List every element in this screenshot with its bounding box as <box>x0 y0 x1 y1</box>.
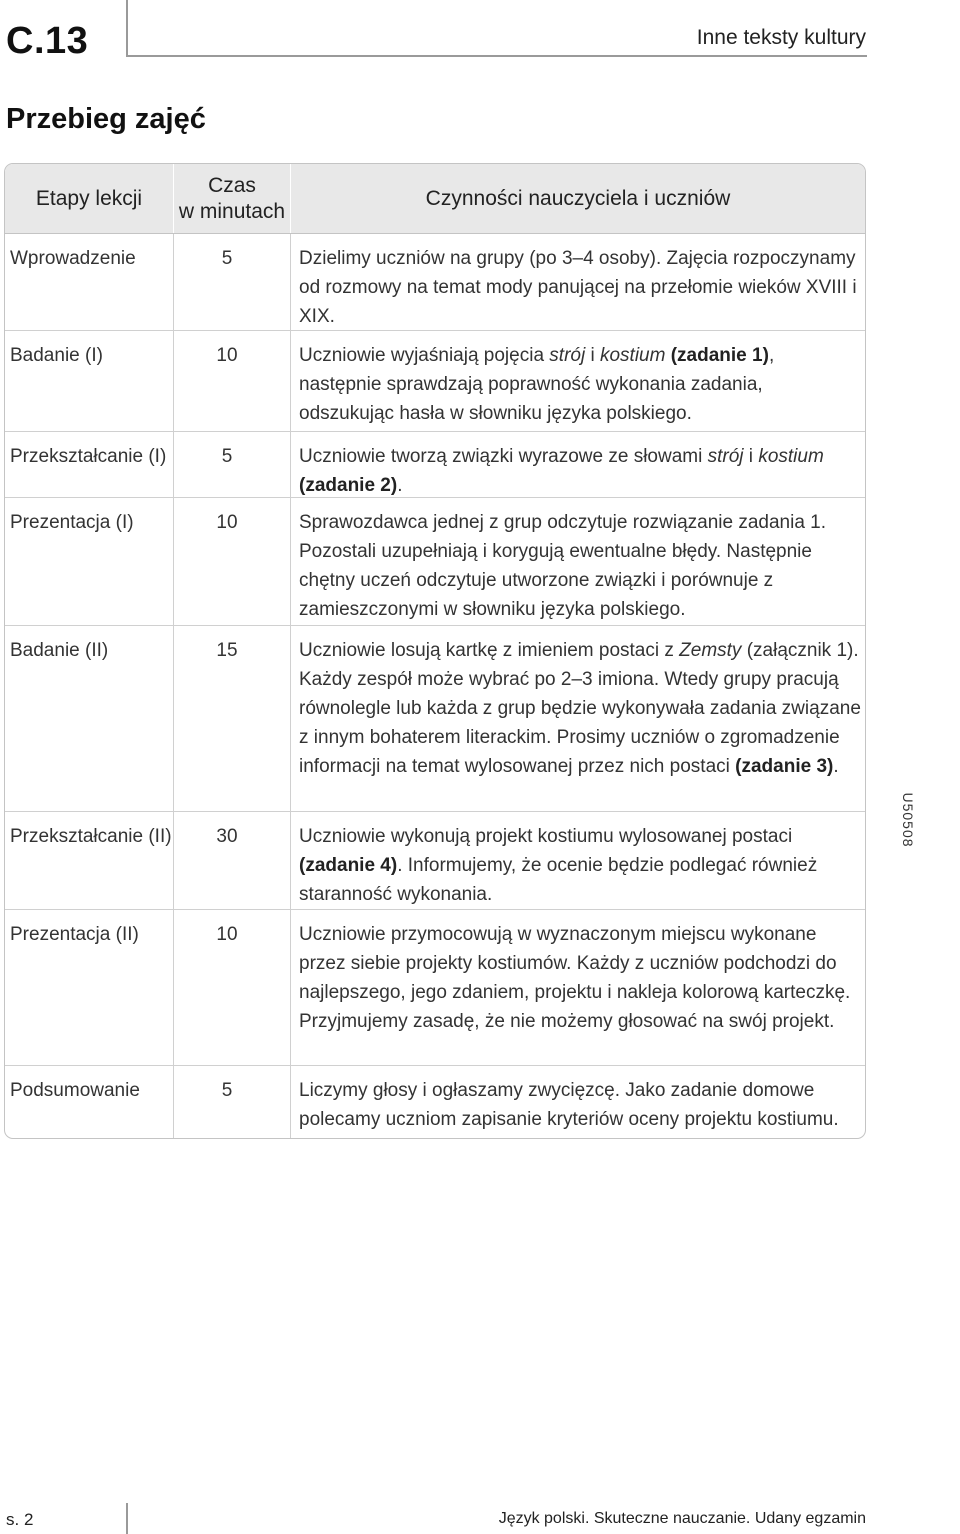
activity-text-segment: (załącznik 1). Każdy zespół może wybrać po 2–3 imiona. Wtedy grupy pracują równolegle lub każda z grup będzie wykonywała zadania związane z innym bohaterem literackim. Prosimy uczniów o zgromadzenie informacji na temat wylosowanej przez nich postaci <box>299 640 861 777</box>
row-time: 10 <box>173 910 291 1065</box>
activity-text-segment: Dzielimy uczniów na grupy (po 3–4 osoby). Zajęcia rozpoczynamy od rozmowy na temat mody panującej na przełomie wieków XVIII i XIX. <box>299 248 857 327</box>
activity-text-segment: . Informujemy, że ocenie będzie podlegać również staranność wykonania. <box>299 855 818 905</box>
header-divider <box>126 0 128 56</box>
table-row <box>5 234 865 331</box>
activity-text-segment: (zadanie 2) <box>299 475 398 496</box>
table-body <box>5 234 865 1139</box>
chapter-code: C.13 <box>6 20 89 62</box>
row-stage: Podsumowanie <box>10 1080 140 1101</box>
activity-text-segment: (zadanie 1) <box>670 345 769 366</box>
activity-text-segment: Liczymy głosy i ogłaszamy zwycięzcę. Jako zadanie domowe polecamy uczniom zapisanie kryteriów oceny projektu kostiumu. <box>299 1080 839 1130</box>
activity-text-segment: Uczniowie wyjaśniają pojęcia <box>299 345 550 366</box>
row-stage: Badanie (II) <box>10 640 109 661</box>
row-stage: Przekształcanie (I) <box>10 446 167 467</box>
footer-title: Język polski. Skuteczne nauczanie. Udany egzamin <box>498 1510 866 1527</box>
table-row <box>5 1066 865 1139</box>
row-stage: Wprowadzenie <box>10 248 136 269</box>
column-header-activities: Czynności nauczyciela i uczniów <box>425 186 731 210</box>
activity-text-segment: . <box>833 756 839 777</box>
activity-text-segment: . <box>397 475 403 496</box>
row-time: 5 <box>173 1066 291 1139</box>
row-time: 5 <box>173 432 291 497</box>
activity-text-segment: (zadanie 4) <box>299 855 398 876</box>
activity-text-segment: Zemsty <box>679 640 742 661</box>
page-number: s. 2 <box>6 1510 34 1529</box>
table-row <box>5 498 865 626</box>
header-rule <box>126 55 867 57</box>
activity-text-segment: Sprawozdawca jednej z grup odczytuje rozwiązanie zadania 1. Pozostali uzupełniają i korygują ewentualne błędy. Następnie chętny uczeń odczytuje utworzone związki i porównuje z zamieszczonymi w słowniku języka polskiego. <box>299 512 827 620</box>
row-activities <box>291 234 865 330</box>
activity-text-segment: Uczniowie przymocowują w wyznaczonym miejscu wykonane przez siebie projekty kostiumów. Każdy z uczniów podchodzi do najlepszego, jego zdaniem, projektu i nakleja kolorową karteczkę. Przyjmujemy zasadę, że nie możemy głosować na swój projekt. <box>299 924 851 1032</box>
footer-divider <box>126 1503 128 1534</box>
activity-text-segment: strój <box>707 446 744 467</box>
page-heading: Przebieg zajęć <box>6 103 206 135</box>
lesson-plan-table <box>4 163 866 1139</box>
row-activities <box>291 331 865 431</box>
row-time: 15 <box>173 626 291 811</box>
activity-text-segment: i <box>585 345 600 366</box>
row-activities <box>291 910 865 1065</box>
table-row <box>5 812 865 910</box>
activity-text-segment: Uczniowie losują kartkę z imieniem postaci z <box>299 640 680 661</box>
activity-text-segment: kostium <box>599 345 666 366</box>
row-stage: Badanie (I) <box>10 345 103 366</box>
column-header-stage: Etapy lekcji <box>35 186 143 210</box>
activity-text-segment: Uczniowie tworzą związki wyrazowe ze słowami <box>299 446 708 467</box>
column-header-time-line2: w minutach <box>178 199 286 223</box>
column-header-time <box>173 164 291 233</box>
column-header-time-line1: Czas <box>208 173 256 197</box>
table-row <box>5 626 865 812</box>
row-time: 10 <box>173 331 291 431</box>
row-time: 5 <box>173 234 291 330</box>
row-stage: Prezentacja (II) <box>10 924 139 945</box>
table-row <box>5 910 865 1066</box>
row-stage: Prezentacja (I) <box>10 512 134 533</box>
row-activities <box>291 1066 865 1139</box>
activity-text-segment: strój <box>549 345 586 366</box>
activity-text-segment: i <box>743 446 759 467</box>
table-row <box>5 331 865 432</box>
row-activities <box>291 626 865 811</box>
activity-text-segment: Uczniowie wykonują projekt kostiumu wylosowanej postaci <box>299 826 793 847</box>
section-title: Inne teksty kultury <box>696 26 866 49</box>
activity-text-segment: (zadanie 3) <box>735 756 834 777</box>
row-time: 30 <box>173 812 291 909</box>
activity-text-segment: kostium <box>758 446 824 467</box>
table-header <box>5 164 865 234</box>
side-document-code: U50508 <box>900 792 916 848</box>
row-activities <box>291 432 865 497</box>
row-time: 10 <box>173 498 291 625</box>
row-stage: Przekształcanie (II) <box>10 826 172 847</box>
row-activities <box>291 498 865 625</box>
activity-text-segment: , następnie sprawdzają poprawność wykonania zadania, odszukując hasła w słowniku języka polskiego. <box>299 345 775 424</box>
row-activities <box>291 812 865 909</box>
table-row <box>5 432 865 498</box>
